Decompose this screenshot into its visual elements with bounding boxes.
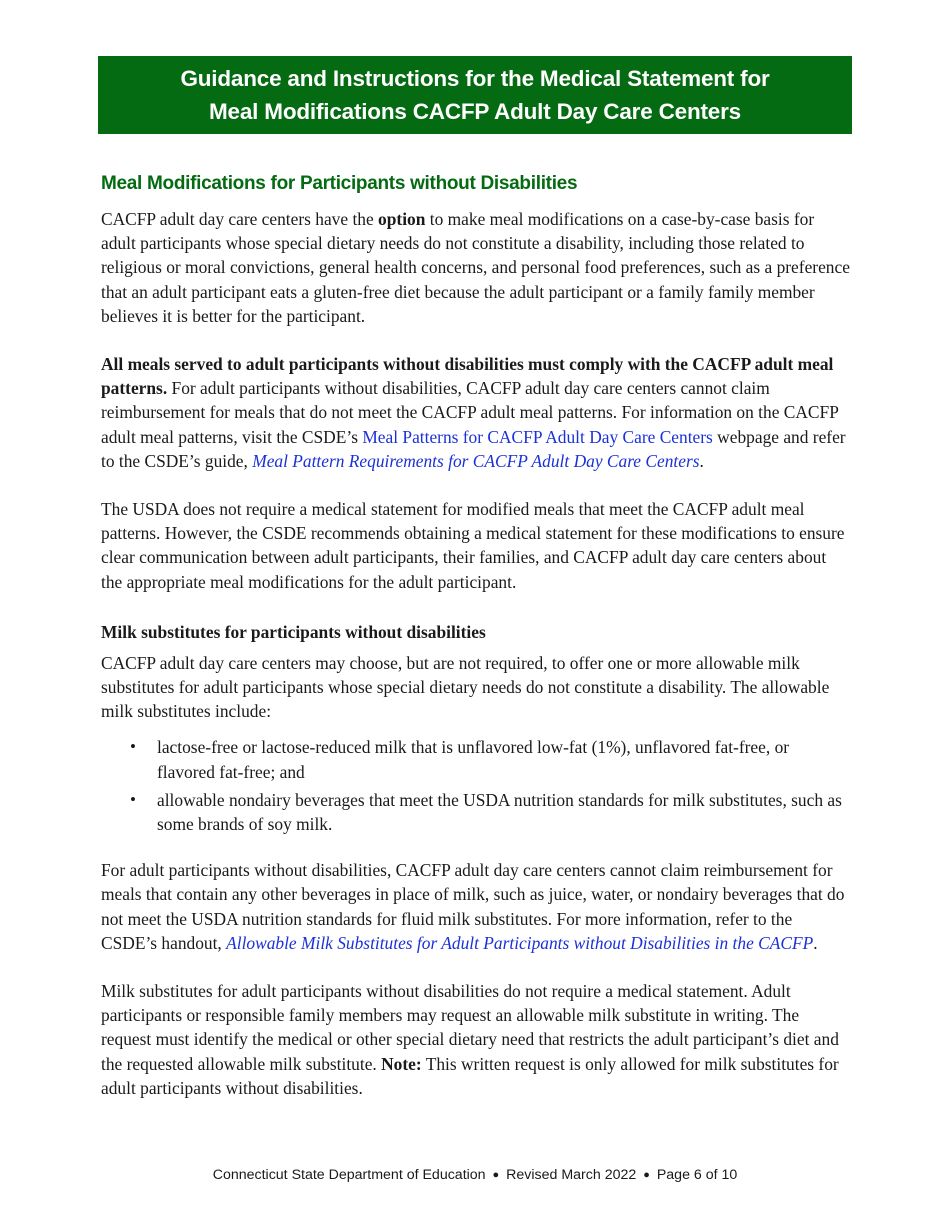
- para2-text-b: webpage and refer to the CSDE’s guide,: [101, 426, 846, 471]
- para1-bold-option: option: [378, 209, 426, 229]
- para5-text-a: Milk substitutes for adult participants without disabilities do not require a medical statement. Adult participants or responsible family members may request an allowable milk substitute in writing. The request must identify the medical or other special dietary need that restricts the adult participant’s diet and the requested allowable milk substitute.: [101, 981, 839, 1074]
- meal-pattern-requirements-guide-link[interactable]: Meal Pattern Requirements for CACFP Adult Day Care Centers: [252, 450, 700, 471]
- paragraph-written-request: [101, 979, 851, 1100]
- footer-page-number: Page 6 of 10: [656, 1167, 738, 1183]
- bullet-icon: •: [130, 737, 136, 757]
- section-heading: Meal Modifications for Participants without Disabilities: [101, 173, 578, 194]
- list-item-text: lactose-free or lactose-reduced milk that is unflavored low-fat (1%), unflavored fat-free, or flavored fat-free; and: [157, 737, 790, 782]
- document-body: [101, 170, 851, 1100]
- para5-bold-note: Note:: [381, 1053, 422, 1074]
- para1-text-b: to make meal modifications on a case-by-case basis for adult participants whose special dietary needs do not constitute a disability, including those related to religious or moral convictions, general health concerns, and personal food preferences, such as a preference that an adult participant eats a gluten-free diet because the adult participant or a family family member believes it is better for the participant.: [101, 209, 850, 326]
- title-line-1: Guidance and Instructions for the Medical Statement for: [180, 66, 770, 91]
- list-item: [101, 788, 851, 836]
- bullet-icon: •: [130, 789, 136, 809]
- page-footer: [0, 1165, 950, 1185]
- para2-text-a: For adult participants without disabilities, CACFP adult day care centers cannot claim reimbursement for meals that do not meet the CACFP adult meal patterns. For information on the CACFP adult meal patterns, visit the CSDE’s: [101, 378, 839, 447]
- paragraph-option: [101, 207, 851, 328]
- para4-text-b: .: [813, 932, 818, 953]
- allowable-milk-substitutes-handout-link[interactable]: Allowable Milk Substitutes for Adult Participants without Disabilities in the CACFP: [226, 932, 814, 953]
- footer-org: Connecticut State Department of Education: [212, 1167, 486, 1183]
- list-item: [101, 735, 851, 783]
- footer-separator-icon: ●: [492, 1169, 500, 1181]
- para2-text-c: .: [699, 450, 704, 471]
- para1-text-a: CACFP adult day care centers have the: [101, 209, 379, 229]
- list-item-text: allowable nondairy beverages that meet the USDA nutrition standards for milk substitutes, such as some brands of soy milk.: [157, 789, 842, 835]
- milk-substitutes-list: [101, 735, 851, 836]
- milk-substitutes-heading: Milk substitutes for participants without disabilities: [101, 621, 486, 642]
- footer-separator-icon: ●: [643, 1169, 650, 1181]
- para4-text-a: For adult participants without disabilities, CACFP adult day care centers cannot claim reimbursement for meals that contain any other beverages in place of milk, such as juice, water, or nondairy beverages that do not meet the USDA nutrition standards for fluid milk substitutes. For more information, refer to the CSDE’s handout,: [101, 860, 845, 953]
- paragraph-milk-intro: CACFP adult day care centers may choose, but are not required, to offer one or more allowable milk substitutes for adult participants whose special dietary needs do not constitute a disability. The allowable milk substitutes include:: [101, 652, 830, 722]
- footer-revised: Revised March 2022: [506, 1167, 637, 1183]
- title-line-2: Meal Modifications CACFP Adult Day Care Centers: [209, 99, 741, 124]
- paragraph-other-beverages: [101, 858, 851, 955]
- meal-patterns-webpage-link[interactable]: Meal Patterns for CACFP Adult Day Care Centers: [362, 426, 713, 447]
- document-title-banner: [98, 56, 852, 134]
- paragraph-meal-patterns: [101, 352, 851, 473]
- para2-bold-statement: All meals served to adult participants without disabilities must comply with the CACFP adult meal patterns.: [101, 354, 834, 399]
- para5-text-b: This written request is only allowed for milk substitutes for adult participants without disabilities.: [101, 1053, 839, 1098]
- paragraph-medical-statement: The USDA does not require a medical statement for modified meals that meet the CACFP adult meal patterns. However, the CSDE recommends obtaining a medical statement for these modifications to ensure clear communication between adult participants, their families, and CACFP adult day care centers about the appropriate meal modifications for the adult participant.: [101, 499, 845, 592]
